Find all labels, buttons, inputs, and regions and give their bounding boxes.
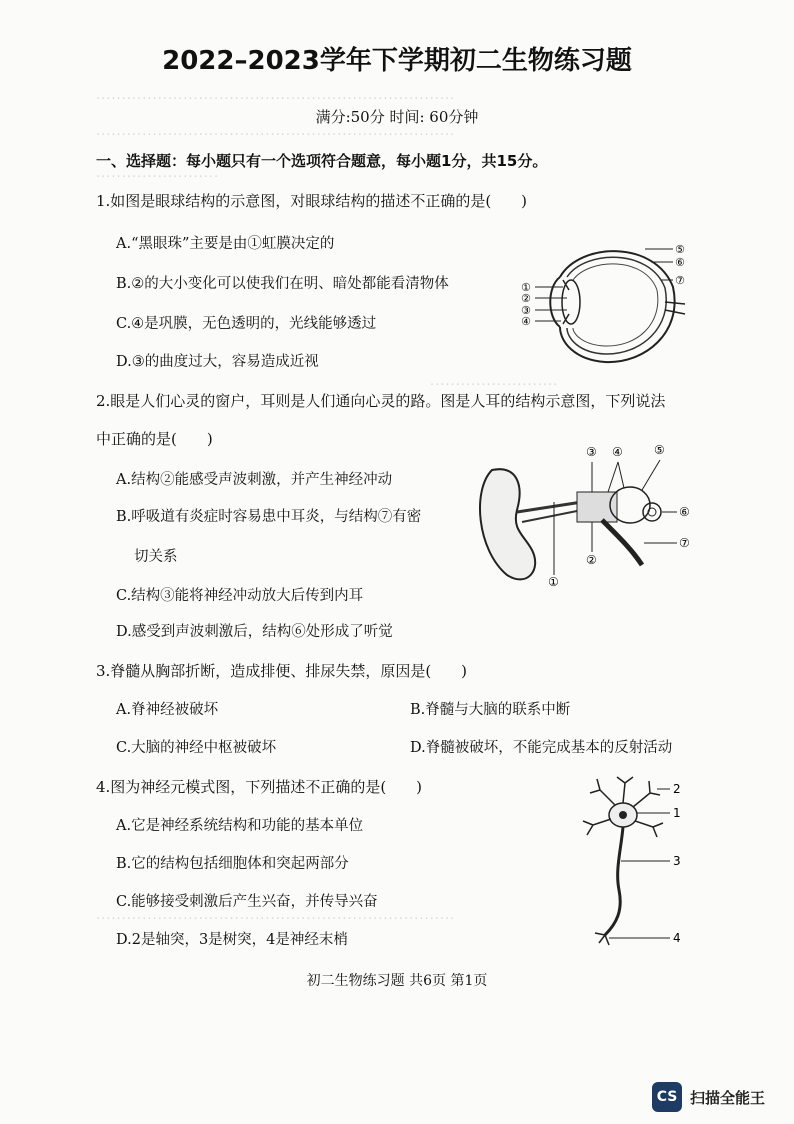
neuron-label-3: 3 (673, 854, 681, 868)
question-4-option-d: D.2是轴突，3是树突，4是神经末梢 (116, 932, 348, 948)
question-1-option-b: B.②的大小变化可以使我们在明、暗处都能看清物体 (116, 276, 449, 292)
ear-label-5: ⑤ (654, 443, 665, 457)
question-2-option-b-cont: 切关系 (134, 549, 178, 565)
eye-label-3: ③ (521, 304, 531, 317)
question-1-option-d: D.③的曲度过大，容易造成近视 (116, 354, 319, 370)
question-1-option-a: A.“黑眼珠”主要是由①虹膜决定的 (116, 236, 335, 252)
question-2-option-c: C.结构③能将神经冲动放大后传到内耳 (116, 588, 364, 604)
scanner-watermark (652, 1082, 765, 1112)
eye-label-4: ④ (521, 315, 531, 328)
ear-label-7: ⑦ (679, 536, 690, 550)
question-4-stem: 4.图为神经元模式图，下列描述不正确的是( ) (96, 778, 423, 796)
neuron-label-2: 2 (673, 782, 681, 796)
eye-label-1: ① (521, 281, 531, 294)
ear-label-3: ③ (586, 445, 597, 459)
neuron-diagram (575, 775, 695, 950)
eye-label-6: ⑥ (675, 256, 685, 269)
bleed-through-text: ······································································ (96, 92, 456, 107)
question-4-option-a: A.它是神经系统结构和功能的基本单位 (116, 818, 364, 834)
page-footer: 初二生物练习题 共6页 第1页 (306, 973, 488, 989)
question-3-stem: 3.脊髓从胸部折断，造成排便、排尿失禁，原因是( ) (96, 662, 468, 680)
question-3-option-a: A.脊神经被破坏 (116, 702, 219, 718)
question-2-stem-line2: 中正确的是( ) (96, 430, 213, 448)
bleed-through-text: ························ (96, 170, 220, 185)
ear-structure-diagram (472, 440, 702, 590)
question-1-stem: 1.如图是眼球结构的示意图，对眼球结构的描述不正确的是( ) (96, 192, 528, 210)
ear-label-4: ④ (612, 445, 623, 459)
section-heading: 一、选择题：每小题只有一个选项符合题意，每小题1分，共15分。 (96, 152, 548, 170)
neuron-label-4: 4 (673, 931, 681, 945)
ear-label-6: ⑥ (679, 505, 690, 519)
bleed-through-text: ······································································ (96, 128, 456, 143)
question-2-stem-line1: 2.眼是人们心灵的窗户，耳则是人们通向心灵的路。图是人耳的结构示意图，下列说法 (96, 392, 666, 410)
bleed-through-text: ······································································ (96, 912, 456, 927)
question-3-option-b: B.脊髓与大脑的联系中断 (410, 702, 571, 718)
question-4-option-c: C.能够接受刺激后产生兴奋，并传导兴奋 (116, 894, 378, 910)
exam-title: 2022–2023学年下学期初二生物练习题 (162, 46, 632, 76)
eye-label-2: ② (521, 292, 531, 305)
question-3-option-d: D.脊髓被破坏，不能完成基本的反射活动 (410, 740, 673, 756)
ear-label-1: ① (548, 575, 559, 589)
bleed-through-text: ························· (430, 378, 559, 393)
question-2-option-d: D.感受到声波刺激后，结构⑥处形成了听觉 (116, 624, 393, 640)
eye-label-7: ⑦ (675, 274, 685, 287)
ear-label-2: ② (586, 553, 597, 567)
question-2-option-b: B.呼吸道有炎症时容易患中耳炎，与结构⑦有密 (116, 509, 422, 525)
question-1-option-c: C.④是巩膜，无色透明的，光线能够透过 (116, 316, 377, 332)
exam-meta: 满分:50分 时间: 60分钟 (315, 108, 479, 126)
question-3-option-c: C.大脑的神经中枢被破坏 (116, 740, 277, 756)
camscanner-logo-icon: CS (652, 1082, 682, 1112)
question-2-option-a: A.结构②能感受声波刺激，并产生神经冲动 (116, 472, 393, 488)
neuron-label-1: 1 (673, 806, 681, 820)
eye-structure-diagram (505, 232, 695, 372)
question-4-option-b: B.它的结构包括细胞体和突起两部分 (116, 856, 349, 872)
scanner-label: 扫描全能王 (690, 1088, 766, 1107)
eye-label-5: ⑤ (675, 243, 685, 256)
